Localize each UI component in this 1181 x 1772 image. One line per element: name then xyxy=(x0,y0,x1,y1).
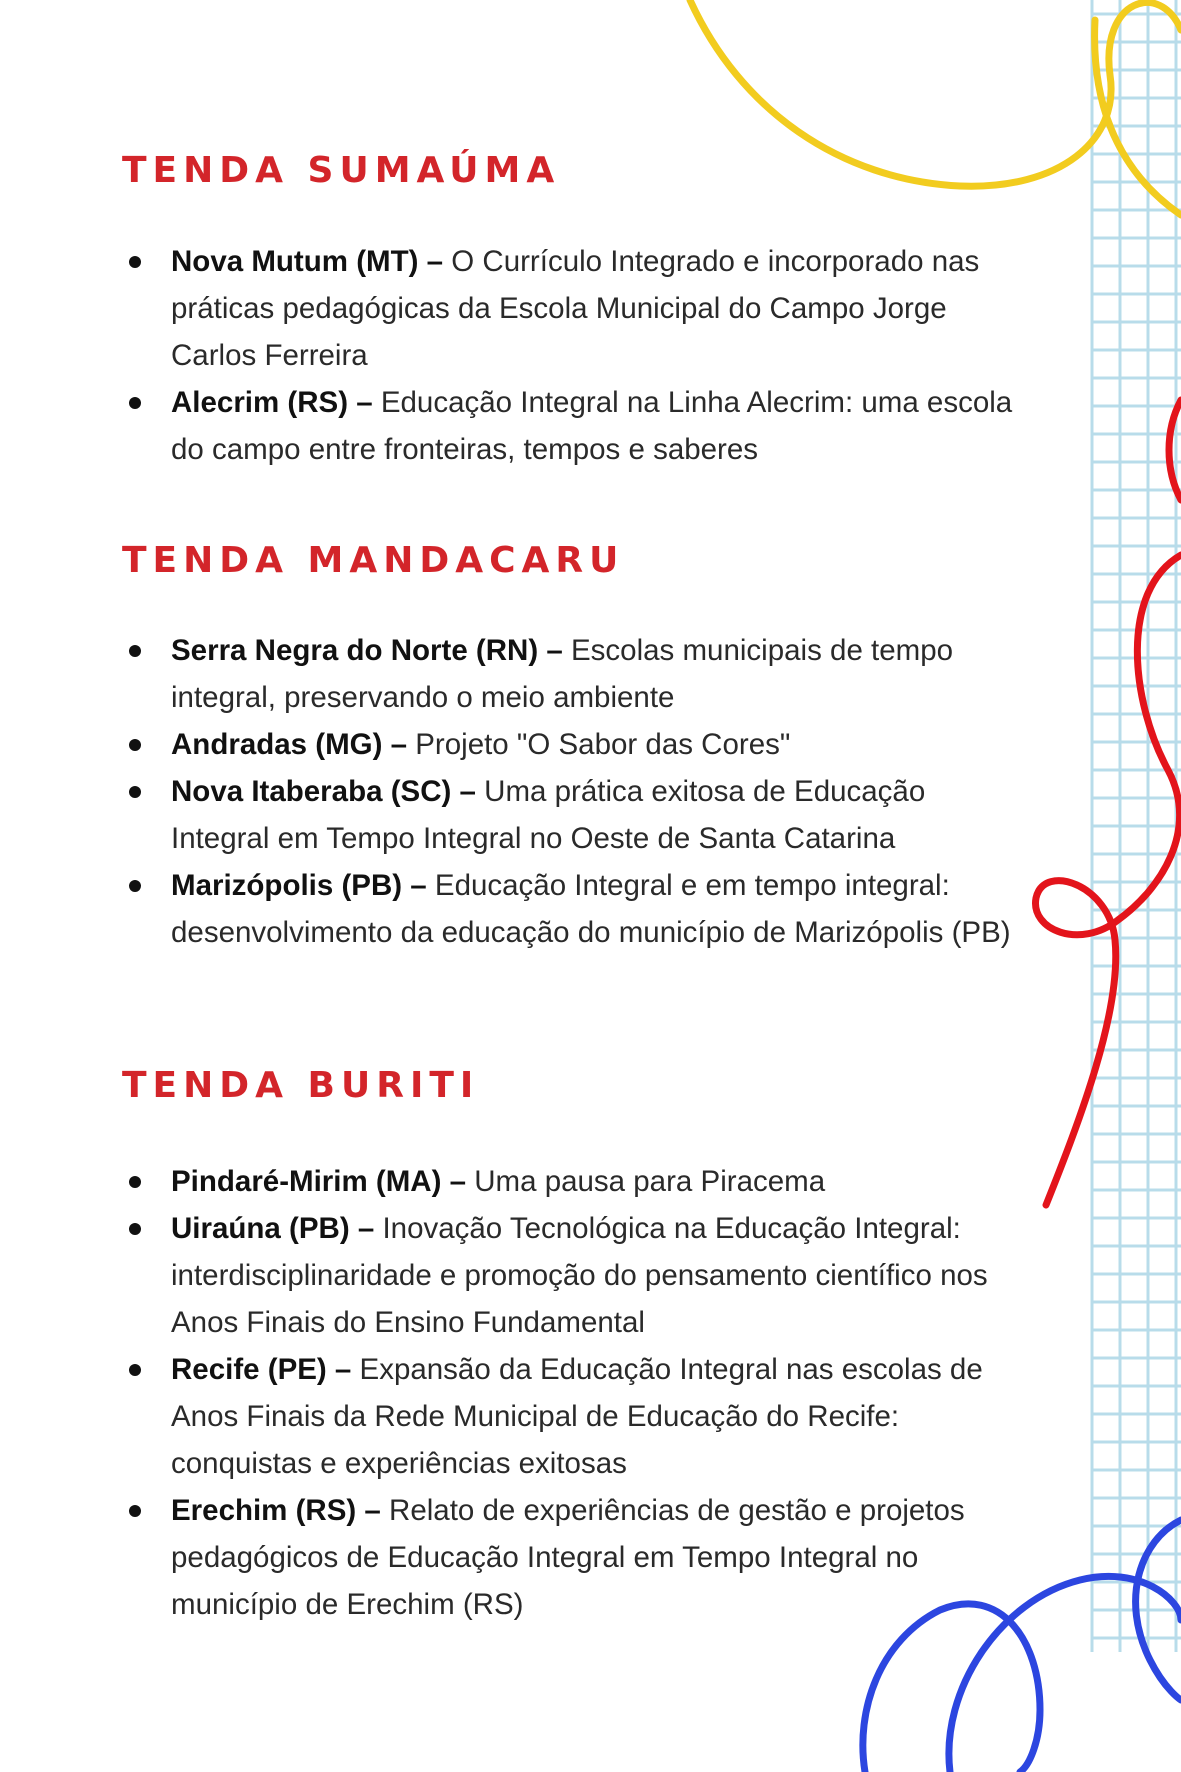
place-name: Nova Itaberaba (SC) – xyxy=(171,775,476,808)
list-item xyxy=(0,1158,1031,1205)
list-item xyxy=(0,862,1031,956)
sumauma-list xyxy=(0,238,1181,473)
entry-description: Inovação Tecnológica na Educação Integral: interdisciplinaridade e promoção do pensamento científico nos Anos Finais do Ensino Fundamental xyxy=(171,1212,988,1339)
place-name: Marizópolis (PB) – xyxy=(171,869,427,902)
mandacaru-list xyxy=(0,627,1181,956)
list-item xyxy=(0,721,1031,768)
section-title-buriti: TENDA BURITI xyxy=(122,1065,480,1106)
list-item xyxy=(0,1205,1031,1346)
list-item xyxy=(0,627,1031,721)
place-name: Serra Negra do Norte (RN) – xyxy=(171,634,563,667)
place-name: Erechim (RS) – xyxy=(171,1494,381,1527)
place-name: Recife (PE) – xyxy=(171,1353,352,1386)
section-title-sumauma: TENDA SUMAÚMA xyxy=(122,150,561,191)
place-name: Pindaré-Mirim (MA) – xyxy=(171,1165,467,1198)
list-item xyxy=(0,379,1031,473)
entry-description: O Currículo Integrado e incorporado nas práticas pedagógicas da Escola Municipal do Campo Jorge Carlos Ferreira xyxy=(171,245,980,372)
place-name: Nova Mutum (MT) – xyxy=(171,245,444,278)
entry-description: Educação Integral e em tempo integral: desenvolvimento da educação do município de Marizópolis (PB) xyxy=(171,869,1011,949)
section-title-mandacaru: TENDA MANDACARU xyxy=(122,540,625,581)
entry-description: Projeto "O Sabor das Cores" xyxy=(407,728,791,761)
entry-description: Relato de experiências de gestão e projetos pedagógicos de Educação Integral em Tempo Integral no município de Erechim (RS) xyxy=(171,1494,965,1621)
entry-description: Escolas municipais de tempo integral, preservando o meio ambiente xyxy=(171,634,954,714)
entry-description: Uma pausa para Piracema xyxy=(466,1165,826,1198)
place-name: Uiraúna (PB) – xyxy=(171,1212,375,1245)
entry-description: Expansão da Educação Integral nas escolas de Anos Finais da Rede Municipal de Educação do Recife: conquistas e experiências exitosas xyxy=(171,1353,983,1480)
list-item xyxy=(0,768,1031,862)
entry-description: Educação Integral na Linha Alecrim: uma escola do campo entre fronteiras, tempos e saberes xyxy=(171,386,1013,466)
entry-description: Uma prática exitosa de Educação Integral em Tempo Integral no Oeste de Santa Catarina xyxy=(171,775,926,855)
list-item xyxy=(0,1487,1031,1628)
buriti-list xyxy=(0,1158,1181,1628)
place-name: Andradas (MG) – xyxy=(171,728,408,761)
place-name: Alecrim (RS) – xyxy=(171,386,373,419)
list-item xyxy=(0,238,1031,379)
list-item xyxy=(0,1346,1031,1487)
